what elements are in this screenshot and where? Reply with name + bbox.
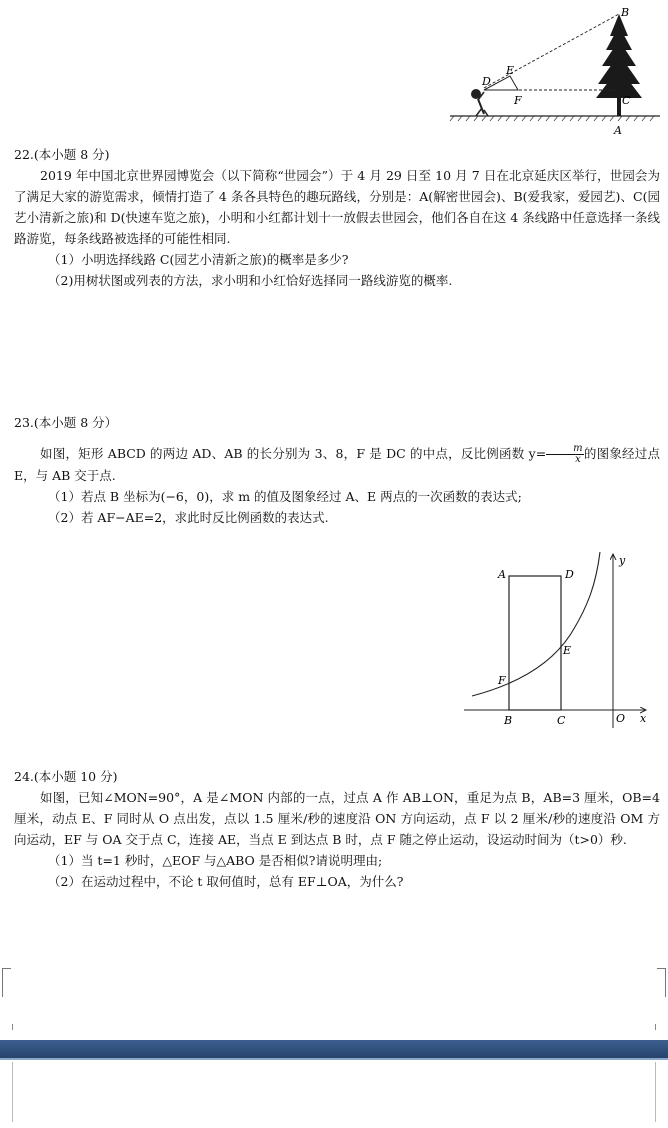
q24-part-1: （1）当 t=1 秒时，△EOF 与△ABO 是否相似?请说明理由; <box>48 853 383 868</box>
hyperbola-curve <box>472 552 600 696</box>
question-24 <box>14 766 660 892</box>
q23-stem-part-b: 的图象经过点 E，与 AB 交于点. <box>14 446 660 483</box>
q22-heading: 22.(本小题 8 分) <box>14 147 110 162</box>
label-D: D <box>482 75 491 88</box>
rectangle-ABCD <box>509 576 561 710</box>
label-E: E <box>506 64 515 77</box>
window-taskbar <box>0 1040 668 1058</box>
next-page-margin-right <box>655 1062 656 1122</box>
label-y: y <box>619 554 626 567</box>
label-D: D <box>565 568 574 581</box>
label-F: F <box>498 674 506 687</box>
label-C: C <box>557 714 566 727</box>
page-corner-mark-right <box>657 968 666 997</box>
label-E: E <box>563 644 572 657</box>
label-B: B <box>504 714 513 727</box>
q22-part-2: （2)用树状图或列表的方法，求小明和小红恰好选择同一路线游览的概率. <box>48 273 453 288</box>
q23-heading: 23.(本小题 8 分） <box>14 415 118 430</box>
label-A: A <box>498 568 506 581</box>
q23-stem <box>14 443 660 486</box>
label-x: x <box>640 712 647 725</box>
label-O: O <box>616 712 626 725</box>
tree-figure <box>440 0 668 142</box>
margin-tick-right <box>655 1024 656 1030</box>
label-B: B <box>621 6 630 19</box>
q23-part-1: （1）若点 B 坐标为(−6，0)，求 m 的值及图象经过 A、E 两点的一次函数的表达式; <box>48 489 522 504</box>
tree-icon <box>596 14 642 116</box>
label-F: F <box>514 94 522 107</box>
label-A: A <box>614 124 622 137</box>
next-page-area <box>0 1060 668 1128</box>
page-corner-mark-left <box>2 968 11 997</box>
q22-part-1: （1）小明选择线路 C(园艺小清新之旅)的概率是多少? <box>48 252 349 267</box>
fraction-denominator: x <box>575 454 581 465</box>
margin-tick-left <box>12 1024 13 1030</box>
rectangle-figure <box>460 548 660 730</box>
next-page-margin-left <box>12 1062 13 1122</box>
q23-stem-part-a: 如图，矩形 ABCD 的两边 AD、AB 的长分别为 3、8，F 是 DC 的中点，反比例函数 y= <box>40 446 547 461</box>
q24-heading: 24.(本小题 10 分) <box>14 769 118 784</box>
q22-stem: 2019 年中国北京世界园博览会（以下简称“世园会”）于 4 月 29 日至 10 月 7 日在北京延庆区举行，世园会为了满足大家的游览需求，倾情打造了 4 条各具特色的趣玩路线，分别是：A(解密世园会)、B(爱我家，爱园艺)、C(园艺小清新之旅)和 D(快速车览之旅)，小明和小红都计划十一放假去世园会，他们各自在这 4 条线路中任意选择一条线路游览，每条线路被选择的可能性相同. <box>14 168 660 246</box>
fraction-numerator: m <box>546 444 583 455</box>
q24-part-2: （2）在运动过程中，不论 t 取何值时，总有 EF⊥OA，为什么? <box>48 874 404 889</box>
question-22 <box>14 144 660 291</box>
person-icon <box>471 89 488 116</box>
label-C: C <box>622 94 631 107</box>
fraction-m-over-x <box>546 444 583 465</box>
question-23 <box>14 412 660 528</box>
q23-part-2: （2）若 AF−AE=2，求此时反比例函数的表达式. <box>48 510 329 525</box>
q24-stem: 如图，已知∠MON=90°，A 是∠MON 内部的一点，过点 A 作 AB⊥ON，重足为点 B，AB=3 厘米，OB=4 厘米，动点 E、F 同时从 O 点出发，点以 1.5 厘米/秒的速度沿 ON 方向运动，点 F 以 2 厘米/秒的速度沿 OM 方向运动，EF 与 OA 交于点 C，连接 AE，当点 E 到达点 B 时，点 F 随之停止运动，设运动时间为（t>0）秒. <box>14 790 660 847</box>
